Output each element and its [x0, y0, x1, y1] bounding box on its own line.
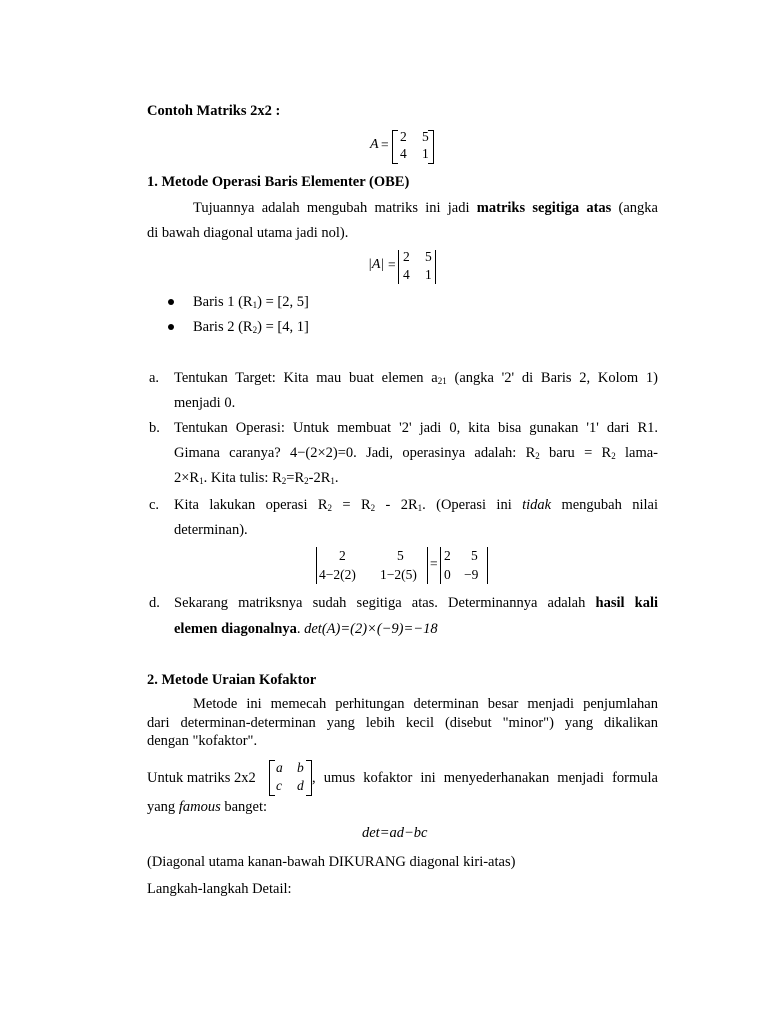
left-bar [316, 547, 317, 584]
matrix-cell: 1 [425, 267, 432, 282]
bullet-item: Baris 2 $(R_2) = [4$, 1] [193, 319, 309, 335]
step-c-equation [314, 546, 494, 586]
step-d-line1: Sekarang matriksnya sudah segitiga atas. Determinannya adalah hasil kali [174, 595, 658, 611]
left-bracket [392, 130, 398, 164]
bullet-dot [168, 299, 174, 305]
step-a-line1: Tentukan Target: Kita mau buat elemen $a_{21}$ (angka '2' di Baris 2, Kolom 1) [174, 370, 658, 386]
matrix-cell: 2 [444, 548, 451, 563]
intro-text-end: (angka [618, 200, 658, 216]
det-a-eq: = [388, 257, 396, 272]
matrix-cell: −9 [464, 567, 479, 582]
section2-para-line1: Metode ini memecah perhitungan determinan besar menjadi penjumlahan [193, 696, 658, 712]
section1-title: 1. Metode Operasi Baris Elementer (OBE) [147, 174, 410, 190]
matrix-cell: b [297, 760, 304, 775]
intro-text: Tujuannya adalah mengubah matriks ini jadi [193, 200, 470, 216]
det-a-label: |A| [368, 257, 385, 272]
langkah-heading: Langkah-langkah Detail: [147, 881, 292, 897]
matrix-cell: 5 [425, 249, 432, 264]
abcd-matrix [268, 758, 314, 798]
formula-pre: Untuk matriks 2x2 [147, 770, 256, 786]
determinant-a [366, 248, 446, 286]
det-result-math: det(A)=(2)×(−9)=−18 [304, 621, 438, 637]
left-bar [440, 547, 441, 584]
matrix-cell: 4−2(2) [319, 567, 356, 582]
step-b-line3: $2\times R_1$. Kita tulis: $R_2=R_2-2R_1$. [174, 470, 339, 486]
matrix-cell: 2 [400, 129, 407, 144]
matrix-cell: c [276, 778, 282, 793]
example-heading: Contoh Matriks 2x2 : [147, 103, 281, 119]
left-bracket [269, 760, 275, 796]
step-c-line2: determinan). [174, 522, 248, 538]
equals-sign: = [430, 556, 438, 571]
section1-intro-line1 [147, 200, 658, 217]
left-bar [398, 250, 399, 284]
step-b-line2: Gimana caranya? 4−(2×2)=0. Jadi, operasinya adalah: $R_2$ baru = $R_2$ lama- [174, 445, 658, 461]
matrix-cell: 4 [403, 267, 410, 282]
matrix-cell: 0 [444, 567, 451, 582]
det-formula: det=ad−bc [362, 825, 428, 841]
step-d-line2: elemen diagonalnya. det(A)=(2)×(−9)=−18 [174, 621, 438, 637]
matrix-cell: 2 [403, 249, 410, 264]
step-b-line1: Tentukan Operasi: Untuk membuat '2' jadi 0, kita bisa gunakan '1' dari R1. [174, 420, 658, 436]
matrix-a-eq: = [381, 137, 389, 152]
section2-para-line2: dari determinan-determinan yang lebih kecil (disebut "minor") yang dikalikan [147, 715, 658, 731]
right-bar [487, 547, 488, 584]
bullet-dot [168, 324, 174, 330]
formula-post: , umus kofaktor ini menyederhanakan menjadi formula [312, 770, 658, 786]
intro-bold: matriks segitiga atas [476, 200, 612, 216]
bullet-item: Baris 1 $(R_1) = [2$, 5] [193, 294, 309, 310]
section2-para-line3: dengan "kofaktor". [147, 733, 258, 749]
yang-line: yang famous banget: [147, 799, 268, 815]
right-bracket [428, 130, 434, 164]
step-a-line2: menjadi 0. [174, 395, 236, 411]
matrix-cell: a [276, 760, 283, 775]
section2-title: 2. Metode Uraian Kofaktor [147, 672, 317, 688]
step-d-marker: d. [149, 595, 160, 611]
section1-intro-line2: di bawah diagonal utama jadi nol). [147, 225, 349, 241]
step-c-marker: c. [149, 497, 160, 513]
matrix-cell: 5 [422, 129, 429, 144]
right-bar [427, 547, 428, 584]
matrix-cell: 5 [397, 548, 404, 563]
matrix-cell: 5 [471, 548, 478, 563]
right-bar [435, 250, 436, 284]
diagonal-note: (Diagonal utama kanan-bawah DIKURANG diagonal kiri-atas) [147, 854, 516, 870]
matrix-a-label: A [370, 137, 379, 152]
matrix-cell: 1−2(5) [380, 567, 417, 582]
matrix-a [368, 128, 438, 166]
matrix-cell: 4 [400, 146, 407, 161]
matrix-cell: 1 [422, 146, 429, 161]
step-a-marker: a. [149, 370, 160, 386]
step-c-line1: Kita lakukan operasi $R_2 = R_2 - 2R_1$. (Operasi ini tidak mengubah nilai [174, 497, 659, 513]
matrix-cell: d [297, 778, 304, 793]
matrix-cell: 2 [339, 548, 346, 563]
step-b-marker: b. [149, 420, 160, 436]
